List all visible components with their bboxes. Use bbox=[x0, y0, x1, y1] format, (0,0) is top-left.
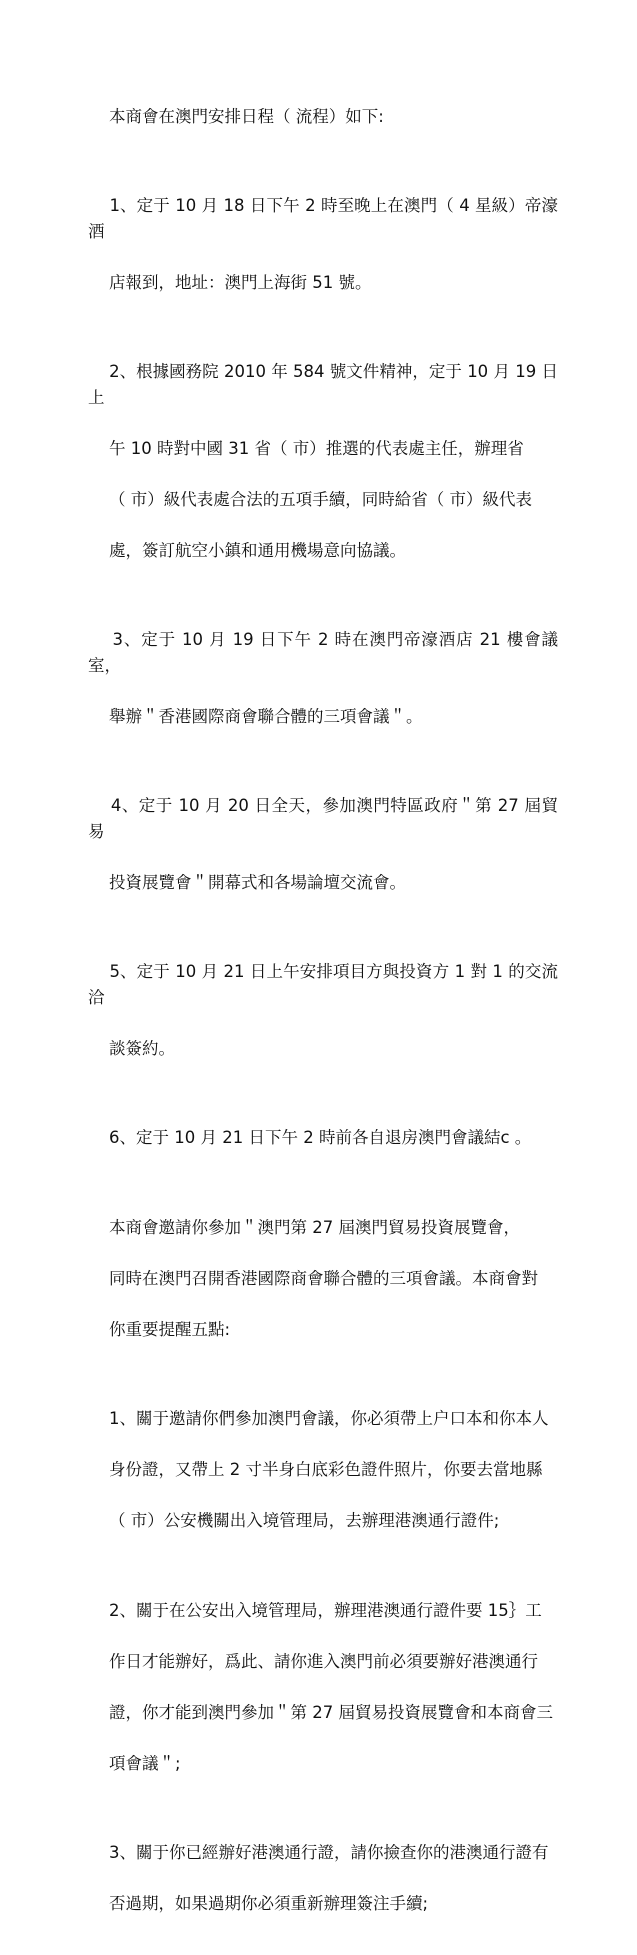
invitation-paragraph bbox=[88, 1189, 558, 1368]
line: 你重要提醒五點: bbox=[108, 1319, 231, 1339]
schedule-item-4 bbox=[88, 768, 558, 921]
line: 本商會邀請你參加＂澳門第 27 屆澳門貿易投資展覽會， bbox=[108, 1217, 520, 1237]
schedule-item-1 bbox=[88, 168, 558, 321]
reminder-item-1 bbox=[88, 1381, 558, 1560]
line: （ 市）級代表處合法的五項手續，同時給省（ 市）級代表 bbox=[108, 489, 532, 509]
line: 2、關于在公安出入境管理局，辦理港澳通行證件要 15｝工 bbox=[108, 1600, 542, 1620]
schedule-item-3 bbox=[88, 602, 558, 755]
line: 6、定于 10 月 21 日下午 2 時前各自退房澳門會議結c 。 bbox=[108, 1128, 532, 1147]
line: 本商會在澳門安排日程（ 流程）如下: bbox=[108, 106, 384, 126]
line: 同時在澳門召開香港國際商會聯合體的三項會議。本商會對 bbox=[108, 1268, 538, 1288]
line: 1、關于邀請你們參加澳門會議，你必須帶上户口本和你本人 bbox=[108, 1409, 549, 1428]
line: 午 10 時對中國 31 省（ 市）推選的代表處主任，辦理省 bbox=[108, 438, 524, 458]
schedule-item-5 bbox=[88, 934, 558, 1087]
line: 4、定于 10 月 20 日全天，參加澳門特區政府＂第 27 屆貿易 bbox=[88, 796, 558, 841]
line: 作日才能辦好，爲此、請你進入澳門前必須要辦好港澳通行 bbox=[108, 1651, 538, 1671]
line: 1、定于 10 月 18 日下午 2 時至晚上在澳門（ 4 星級）帝濠酒 bbox=[88, 196, 558, 241]
line: 投資展覽會＂開幕式和各場論壇交流會。 bbox=[108, 872, 406, 892]
line: 3、定于 10 月 19 日下午 2 時在澳門帝濠酒店 21 樓會議室， bbox=[88, 630, 558, 675]
schedule-heading bbox=[88, 78, 558, 155]
line: 2、根據國務院 2010 年 584 號文件精神，定于 10 月 19 日上 bbox=[88, 362, 558, 407]
line: 店報到，地址：澳門上海街 51 號。 bbox=[108, 272, 372, 292]
line: 舉辦＂香港國際商會聯合體的三項會議＂。 bbox=[108, 706, 423, 726]
line: 3、關于你已經辦好港澳通行證，請你撿查你的港澳通行證有 bbox=[108, 1843, 549, 1862]
reminder-item-2 bbox=[88, 1572, 558, 1802]
schedule-item-2 bbox=[88, 334, 558, 589]
schedule-item-6 bbox=[88, 1100, 558, 1177]
document-page bbox=[88, 78, 558, 1955]
line: 處，簽訂航空小鎮和通用機場意向協議。 bbox=[108, 540, 406, 560]
line: 項會議＂; bbox=[108, 1753, 181, 1773]
reminder-item-3 bbox=[88, 1815, 558, 1943]
line: 5、定于 10 月 21 日上午安排項目方與投資方 1 對 1 的交流洽 bbox=[88, 962, 558, 1007]
line: （ 市）公安機關出入境管理局，去辦理港澳通行證件; bbox=[108, 1511, 500, 1530]
line: 證，你才能到澳門參加＂第 27 屆貿易投資展覽會和本商會三 bbox=[108, 1702, 553, 1722]
line: 否過期，如果過期你必須重新辦理簽注手續; bbox=[108, 1894, 429, 1913]
line: 談簽約。 bbox=[108, 1038, 175, 1058]
line: 身份證，又帶上 2 寸半身白底彩色證件照片，你要去當地縣 bbox=[108, 1460, 543, 1479]
